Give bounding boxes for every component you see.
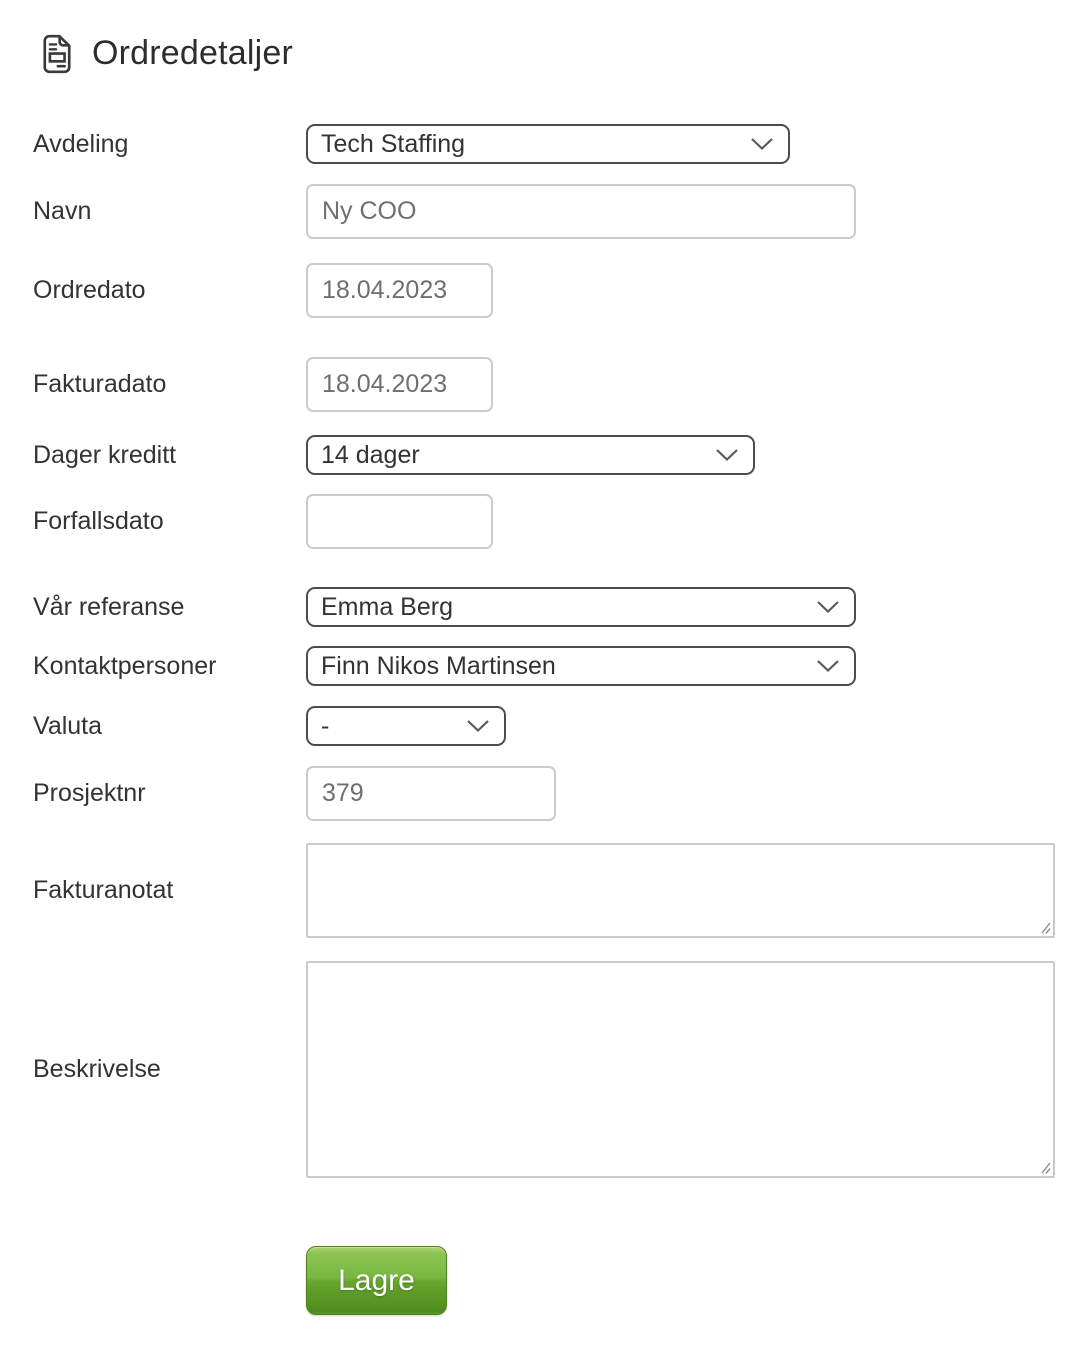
fakturanotat-label: Fakturanotat <box>33 876 174 904</box>
kontaktpersoner-select[interactable] <box>306 646 856 686</box>
dager-kreditt-select-value: 14 dager <box>321 440 420 469</box>
valuta-label: Valuta <box>33 711 103 740</box>
resize-grip-icon[interactable] <box>1037 920 1051 934</box>
prosjektnr-label: Prosjektnr <box>33 779 146 807</box>
valuta-select-value: - <box>321 711 330 740</box>
form-row-kontaktpersoner <box>33 646 1055 686</box>
page-title: Ordredetaljer <box>92 34 294 72</box>
fakturadato-label: Fakturadato <box>33 370 167 398</box>
page-header <box>39 33 1055 74</box>
form-row-valuta <box>33 706 1055 746</box>
ordredato-input[interactable] <box>306 263 493 318</box>
var-referanse-select[interactable] <box>306 587 856 627</box>
form-row-navn <box>33 184 1055 239</box>
form-row-dager-kreditt <box>33 435 1055 475</box>
fakturadato-input[interactable] <box>306 357 493 412</box>
form-row-avdeling <box>33 124 1055 164</box>
save-button[interactable]: Lagre <box>306 1246 447 1315</box>
beskrivelse-label: Beskrivelse <box>33 1055 161 1083</box>
chevron-down-icon <box>466 719 490 733</box>
avdeling-select-value: Tech Staffing <box>321 129 466 158</box>
resize-grip-icon[interactable] <box>1037 1160 1051 1174</box>
valuta-select[interactable] <box>306 706 506 746</box>
form-row-fakturadato <box>33 357 1055 412</box>
kontaktpersoner-select-value: Finn Nikos Martinsen <box>321 651 556 680</box>
prosjektnr-input[interactable] <box>306 766 556 821</box>
beskrivelse-textarea[interactable] <box>306 961 1055 1178</box>
ordredato-label: Ordredato <box>33 276 146 304</box>
forfallsdato-label: Forfallsdato <box>33 507 164 535</box>
dager-kreditt-select[interactable] <box>306 435 755 475</box>
var-referanse-label: Vår referanse <box>33 592 185 621</box>
chevron-down-icon <box>750 137 774 151</box>
dager-kreditt-label: Dager kreditt <box>33 440 177 469</box>
chevron-down-icon <box>816 659 840 673</box>
form-actions <box>306 1246 1055 1315</box>
avdeling-label: Avdeling <box>33 129 129 158</box>
forfallsdato-input[interactable] <box>306 494 493 549</box>
form-row-ordredato <box>33 263 1055 318</box>
form-row-forfallsdato <box>33 494 1055 549</box>
form-row-var-referanse <box>33 587 1055 627</box>
invoice-document-icon <box>39 34 75 74</box>
form-row-prosjektnr <box>33 766 1055 821</box>
navn-input[interactable] <box>306 184 856 239</box>
chevron-down-icon <box>816 600 840 614</box>
form-row-beskrivelse <box>33 961 1055 1178</box>
fakturanotat-textarea[interactable] <box>306 843 1055 938</box>
var-referanse-select-value: Emma Berg <box>321 592 453 621</box>
form-row-fakturanotat <box>33 843 1055 938</box>
navn-label: Navn <box>33 197 92 225</box>
chevron-down-icon <box>715 448 739 462</box>
avdeling-select[interactable] <box>306 124 790 164</box>
kontaktpersoner-label: Kontaktpersoner <box>33 651 217 680</box>
